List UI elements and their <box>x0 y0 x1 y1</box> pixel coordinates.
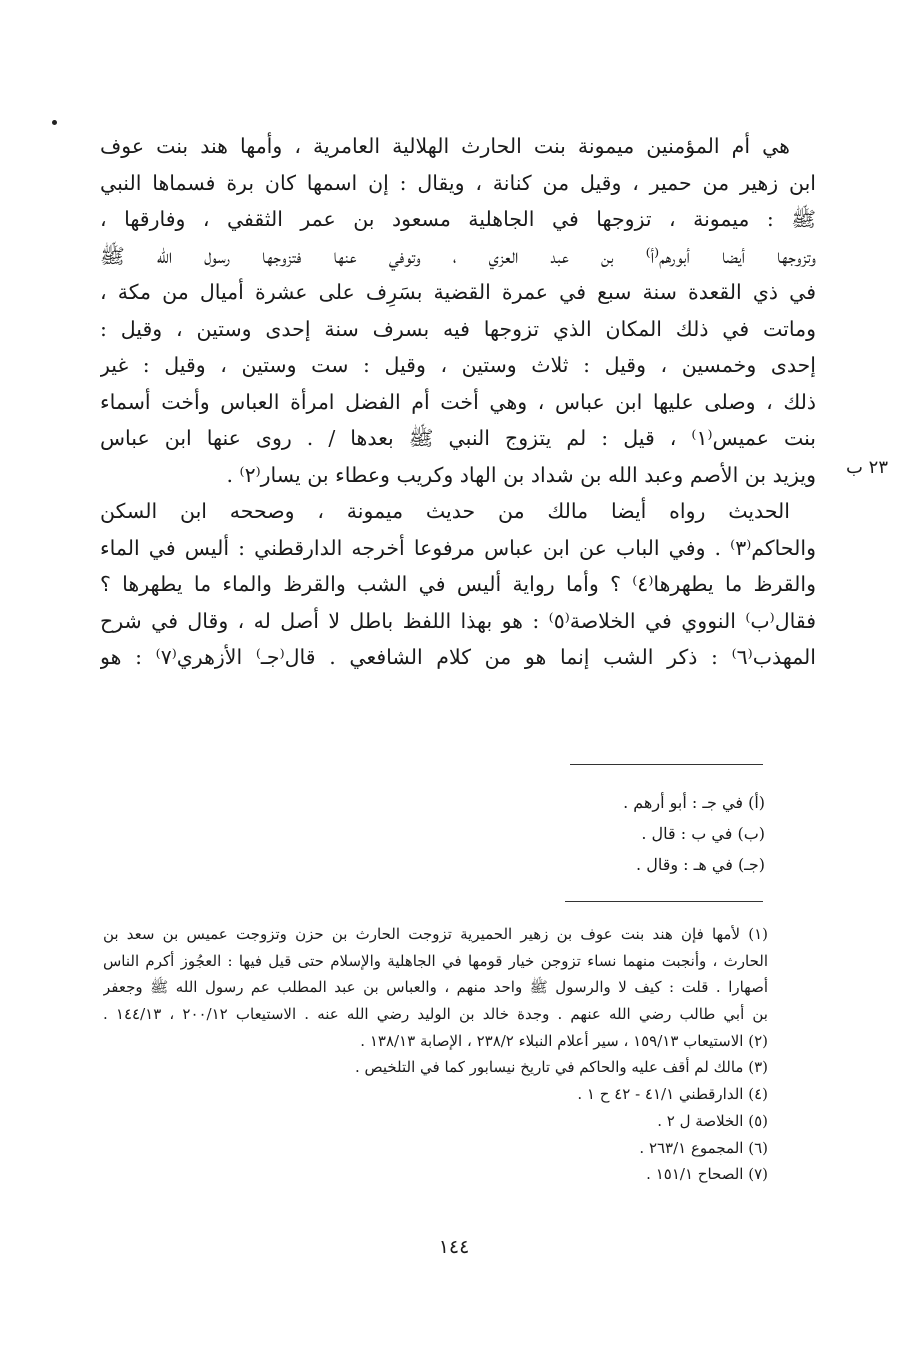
page-number: ١٤٤ <box>438 1236 470 1258</box>
footnote-line: (٥) الخلاصة ل ٢ . <box>657 1111 768 1130</box>
text-line: إحدى وخمسين ، وقيل : ثلاث وستين ، وقيل : ست وستين ، وقيل : غير <box>100 353 816 377</box>
text-line: ابن زهير من حمير ، وقيل من كنانة ، ويقال : إن اسمها كان برة فسماها النبي <box>100 170 816 195</box>
footnote-line: (٦) المجموع ٢٦٣/١ . <box>639 1138 768 1157</box>
ink-dot <box>52 120 57 125</box>
text-line: ويزيد بن الأصم وعبد الله بن شداد بن الهاد وكريب وعطاء بن يسار⁽٢⁾ . <box>226 462 816 487</box>
text-line: في ذي القعدة سنة سبع في عمرة القضية بسَرِف على عشرة أميال من مكة ، <box>100 280 816 304</box>
text-line: وتزوجها أيضا أبورهم⁽أ⁾ بن عبد العزي ، وتوفي عنها فتزوجها رسول الله ﷺ <box>100 243 816 268</box>
text-line: هي أم المؤمنين ميمونة بنت الحارث الهلالية العامرية ، وأمها هند بنت عوف <box>100 134 790 158</box>
main-text <box>100 128 816 676</box>
text-line: بنت عميس⁽١⁾ ، قيل : لم يتزوج النبي ﷺ بعدها / . روى عنها ابن عباس <box>100 426 816 450</box>
text-line: المهذب⁽٦⁾ : ذكر الشب إنما هو من كلام الشافعي . قال⁽جـ⁾ الأزهري⁽٧⁾ : هو <box>100 645 816 669</box>
text-line: والقرظ ما يطهرها⁽٤⁾ ؟ وأما رواية أليس في الشب والقرظ والماء ما يطهرها ؟ <box>100 572 816 596</box>
text-line: ﷺ : ميمونة ، تزوجها في الجاهلية مسعود بن عمر الثقفي ، وفارقها ، <box>100 207 816 231</box>
variant-note: (جـ) في هـ : وقال . <box>636 855 765 874</box>
footnote-line: أصهارا . قلت : كيف لا والرسول ﷺ واحد منهم ، والعباس بن عبد المطلب عم رسول الله ﷺ وجعفر <box>103 978 768 997</box>
footnotes-separator <box>565 901 763 902</box>
text-line: فقال⁽ب⁾ النووي في الخلاصة⁽٥⁾ : هو بهذا اللفظ باطل لا أصل له ، وقال في شرح <box>100 608 816 633</box>
footnote-line: الحارث ، وأنجبت منهما نساء تزوجن خيار قومها في الجاهلية والإسلام حتى قيل فيها : العجُوز أكرم الناس <box>103 951 768 970</box>
margin-folio-note: ٢٣ ب <box>845 457 888 478</box>
variant-notes <box>460 787 765 880</box>
text-line: والحاكم⁽٣⁾ . وفي الباب عن ابن عباس مرفوعا أخرجه الدارقطني : أليس في الماء <box>100 535 816 560</box>
footnotes <box>103 921 768 1188</box>
variant-notes-separator <box>570 764 763 765</box>
text-line: الحديث رواه أيضا مالك من حديث ميمونة ، وصححه ابن السكن <box>100 499 790 523</box>
variant-note: (ب) في ب : قال . <box>641 824 765 843</box>
footnote-line: (١) لأمها فإن هند بنت عوف بن زهير الحميرية تزوجت الحارث بن حزن وتزوجت عميس بن سعد بن <box>103 925 768 943</box>
text-line: وماتت في ذلك المكان الذي تزوجها فيه بسرف سنة إحدى وستين ، وقيل : <box>100 316 816 341</box>
footnote-line: (٧) الصحاح ١٥١/١ . <box>646 1165 768 1184</box>
variant-note: (أ) في جـ : أبو أرهم . <box>623 793 765 812</box>
footnote-line: بن أبي طالب رضي الله عنهم . وجدة خالد بن الوليد رضي الله عنه . الاستيعاب ٢٠٠/١٢ ، ١٤٤/١٣ . <box>103 1005 768 1024</box>
footnote-line: (٢) الاستيعاب ١٥٩/١٣ ، سير أعلام النبلاء ٢٣٨/٢ ، الإصابة ١٣٨/١٣ . <box>360 1031 768 1050</box>
text-line: ذلك ، وصلى عليها ابن عباس ، وهي أخت أم الفضل امرأة العباس وأخت أسماء <box>100 389 816 414</box>
footnote-line: (٣) مالك لم أقف عليه والحاكم في تاريخ نيسابور كما في التلخيص . <box>354 1058 768 1077</box>
footnote-line: (٤) الدارقطني ٤١/١ - ٤٢ ح ١ . <box>577 1085 768 1104</box>
